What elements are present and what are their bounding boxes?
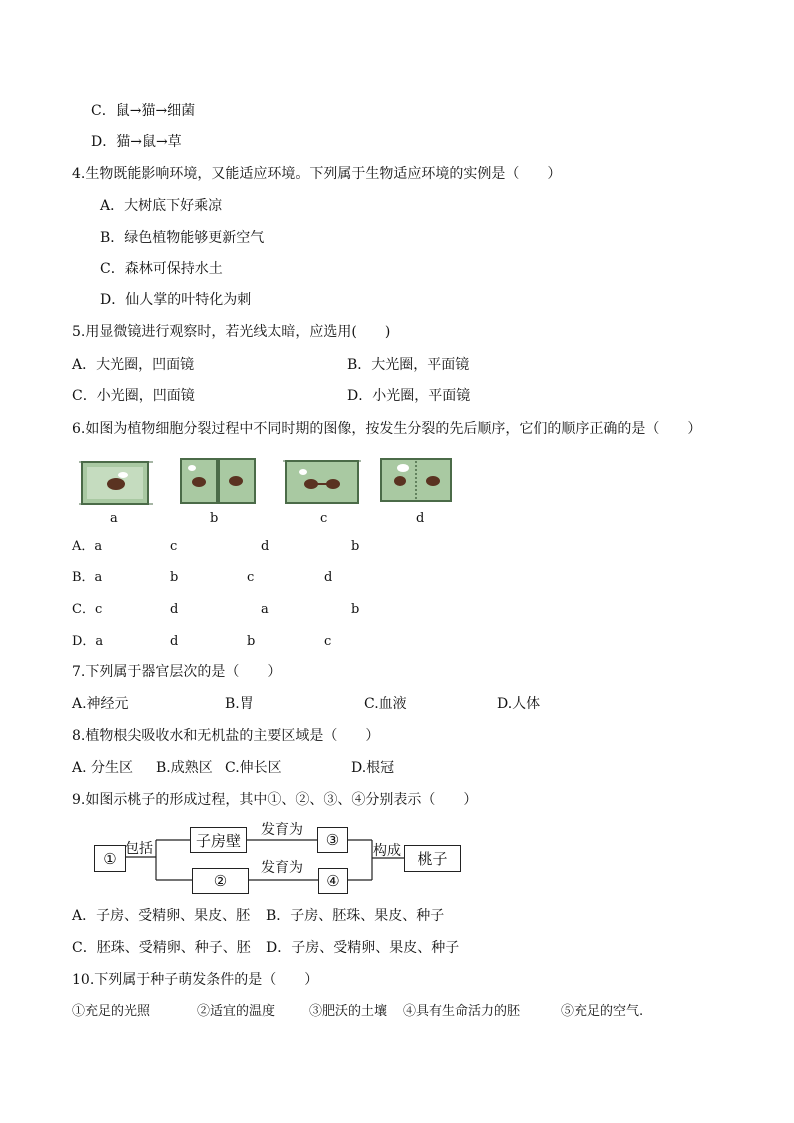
q10-condition-1: ①充足的光照 (72, 1004, 151, 1019)
q6-option-b-2: b (170, 570, 179, 585)
q6-option-c-2: d (170, 602, 179, 617)
q7-option-b: B.胃 (225, 696, 254, 712)
q7-stem: 7.下列属于器官层次的是（ ） (72, 664, 282, 680)
q6-option-b-3: c (247, 570, 255, 585)
q10-stem: 10.下列属于种子萌发条件的是（ ） (72, 972, 319, 988)
q10-condition-2: ②适宜的温度 (197, 1004, 276, 1019)
q7-option-a: A.神经元 (72, 696, 129, 712)
diagram-label-include: 包括 (125, 841, 153, 857)
q5-option-b: B．大光圈，平面镜 (347, 357, 470, 373)
q6-option-c-1: C．c (72, 602, 103, 617)
q6-option-a-1: A．a (72, 539, 103, 554)
diagram-label-develop-top: 发育为 (261, 822, 303, 838)
cell-label-a: a (110, 511, 118, 526)
q6-stem: 6.如图为植物细胞分裂过程中不同时期的图像，按发生分裂的先后顺序，它们的顺序正确的是（ ） (72, 421, 702, 437)
q4-option-a: A．大树底下好乘凉 (100, 198, 223, 214)
q9-stem: 9.如图示桃子的形成过程，其中①、②、③、④分别表示（ ） (72, 792, 478, 808)
q7-option-d: D.人体 (497, 696, 541, 712)
q3-option-c: C．鼠→猫→细菌 (91, 103, 196, 119)
diagram-box-3: ③ (317, 827, 348, 853)
q6-option-d-4: c (324, 634, 332, 649)
q6-option-c-3: a (261, 602, 269, 617)
q10-condition-4: ④具有生命活力的胚 (403, 1004, 521, 1019)
q8-stem: 8.植物根尖吸收水和无机盐的主要区域是（ ） (72, 728, 380, 744)
q6-option-d-2: d (170, 634, 179, 649)
cell-label-c: c (320, 511, 328, 526)
q6-option-a-3: d (261, 539, 270, 554)
diagram-label-develop-bottom: 发育为 (261, 860, 303, 876)
q6-option-a-4: b (351, 539, 360, 554)
q4-option-d: D．仙人掌的叶特化为刺 (100, 292, 252, 308)
q6-option-d-1: D．a (72, 634, 104, 649)
q9-option-c: C．胚珠、受精卵、种子、胚 (72, 940, 251, 956)
q4-option-c: C．森林可保持水土 (100, 261, 223, 277)
q5-stem: 5.用显微镜进行观察时，若光线太暗，应选用( ) (72, 324, 391, 340)
diagram-box-1: ① (94, 845, 126, 872)
q6-option-b-4: d (324, 570, 333, 585)
cell-label-b: b (210, 511, 219, 526)
q6-option-a-2: c (170, 539, 178, 554)
q5-option-a: A．大光圈，凹面镜 (72, 357, 195, 373)
q8-option-c: C.伸长区 (225, 760, 282, 776)
diagram-box-2: ② (192, 868, 249, 894)
q3-option-d: D．猫→鼠→草 (91, 134, 182, 150)
q9-option-a: A．子房、受精卵、果皮、胚 (72, 908, 251, 924)
q4-option-b: B．绿色植物能够更新空气 (100, 230, 265, 246)
q5-option-c: C．小光圈，凹面镜 (72, 388, 195, 404)
diagram-label-form: 构成 (373, 843, 401, 859)
q6-option-b-1: B．a (72, 570, 103, 585)
cell-label-d: d (416, 511, 425, 526)
q4-stem: 4.生物既能影响环境，又能适应环境。下列属于生物适应环境的实例是（ ） (72, 166, 562, 182)
q8-option-a: A. 分生区 (72, 760, 134, 776)
q8-option-d: D.根冠 (351, 760, 395, 776)
q10-condition-3: ③肥沃的土壤 (309, 1004, 388, 1019)
q9-option-b: B．子房、胚珠、果皮、种子 (266, 908, 445, 924)
diagram-box-peach: 桃子 (404, 845, 461, 872)
q5-option-d: D．小光圈，平面镜 (347, 388, 471, 404)
diagram-box-4: ④ (318, 868, 348, 894)
q6-option-c-4: b (351, 602, 360, 617)
q7-option-c: C.血液 (364, 696, 407, 712)
q6-option-d-3: b (247, 634, 256, 649)
q10-condition-5: ⑤充足的空气. (561, 1004, 644, 1019)
q9-option-d: D．子房、受精卵、果皮、种子 (266, 940, 460, 956)
diagram-box-ovary-wall: 子房壁 (190, 827, 247, 853)
q8-option-b: B.成熟区 (156, 760, 213, 776)
